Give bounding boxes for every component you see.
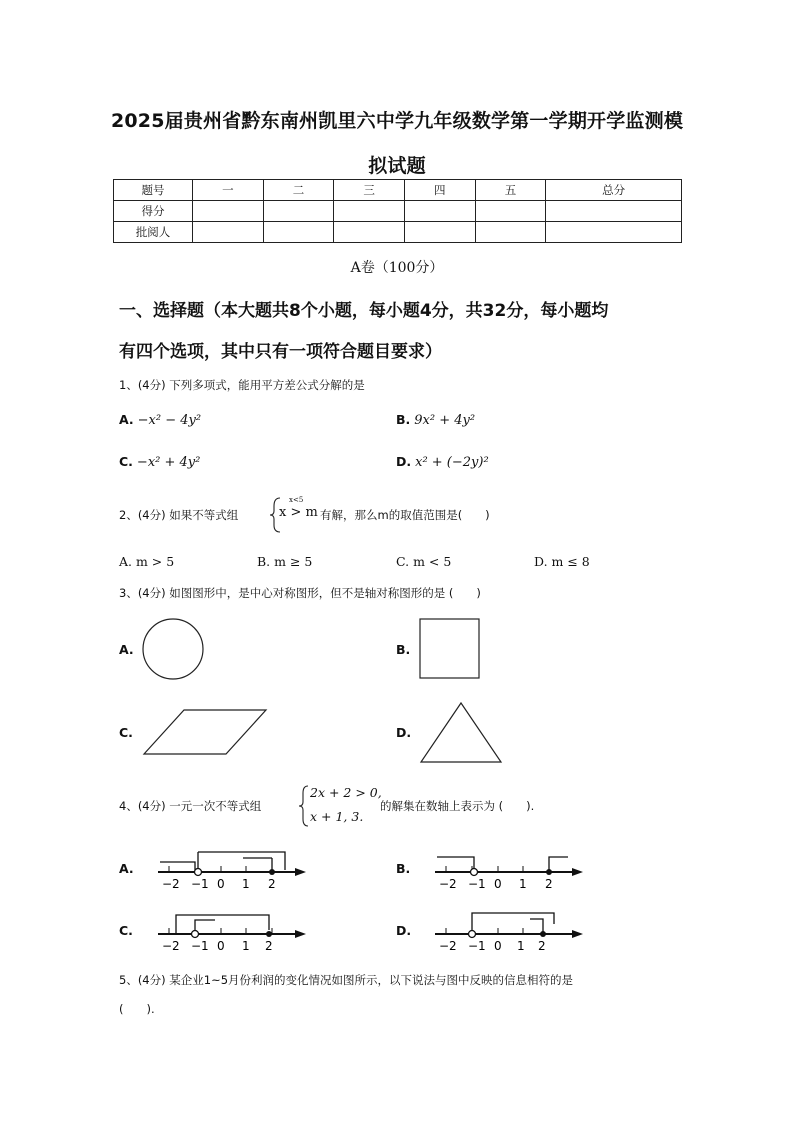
q4-suffix: 的解集在数轴上表示为 ( ). xyxy=(380,799,535,813)
grader-cell[interactable] xyxy=(193,222,264,243)
q1-option-d[interactable] xyxy=(396,454,489,470)
grader-cell[interactable] xyxy=(334,222,405,243)
q4-option-a-label[interactable]: A. xyxy=(119,861,134,876)
tick-label: −2 xyxy=(162,877,180,891)
square-shape xyxy=(420,619,479,678)
tick-label: 1 xyxy=(519,877,527,891)
tick-label: −2 xyxy=(439,877,457,891)
q1-option-c[interactable] xyxy=(119,454,200,470)
q2-prefix: 2、(4分) 如果不等式组 xyxy=(119,508,239,522)
tick-label: −1 xyxy=(191,939,209,953)
table-row xyxy=(114,222,682,243)
tick-label: −2 xyxy=(162,939,180,953)
q4-option-c-label[interactable]: C. xyxy=(119,923,133,938)
table-header-cell: 四 xyxy=(404,180,475,201)
q3-triangle-figure xyxy=(419,700,505,766)
score-cell[interactable] xyxy=(193,201,264,222)
option-expr: −x² − 4y² xyxy=(137,413,202,428)
table-header-cell: 题号 xyxy=(114,180,193,201)
q4-option-b-numberline xyxy=(432,848,584,892)
grader-cell[interactable] xyxy=(475,222,546,243)
q4-prefix: 4、(4分) 一元一次不等式组 xyxy=(119,799,262,813)
option-label: A. xyxy=(119,412,134,427)
q4-option-d-numberline xyxy=(432,910,584,954)
table-header-cell: 三 xyxy=(334,180,405,201)
q3-stem: 3、(4分) 如图图形中，是中心对称图形，但不是轴对称图形的是 ( ) xyxy=(119,586,481,600)
tick-label: −2 xyxy=(439,939,457,953)
tick-label: 1 xyxy=(242,939,250,953)
q2-suffix: 有解，那么m的取值范围是( ) xyxy=(320,508,490,522)
q1-option-b[interactable] xyxy=(396,412,475,428)
tick-label: 0 xyxy=(217,939,225,953)
table-row-label: 批阅人 xyxy=(114,222,193,243)
q4-ineq1: 2x + 2 > 0, xyxy=(310,785,382,800)
score-table xyxy=(113,179,682,243)
tick-label: 2 xyxy=(268,877,276,891)
table-header-cell: 二 xyxy=(263,180,334,201)
tick-label: 0 xyxy=(494,939,502,953)
option-label: C. xyxy=(119,454,133,469)
tick-label: 2 xyxy=(545,877,553,891)
q2-system-main: x > m xyxy=(279,505,318,520)
tick-label: 2 xyxy=(538,939,546,953)
option-label: D. xyxy=(396,454,412,469)
part1-heading-line2: 有四个选项，其中只有一项符合题目要求） xyxy=(119,342,442,362)
section-a-heading: A卷（100分） xyxy=(350,260,444,276)
q1-stem: 1、(4分) 下列多项式，能用平方差公式分解的是 xyxy=(119,378,365,392)
grader-cell[interactable] xyxy=(546,222,682,243)
tick-label: −1 xyxy=(191,877,209,891)
score-cell[interactable] xyxy=(546,201,682,222)
grader-cell[interactable] xyxy=(404,222,475,243)
score-cell[interactable] xyxy=(334,201,405,222)
circle-shape xyxy=(143,619,203,679)
score-cell[interactable] xyxy=(404,201,475,222)
q3-option-b-label[interactable]: B. xyxy=(396,642,411,657)
tick-label: 0 xyxy=(494,877,502,891)
q1-option-a[interactable] xyxy=(119,412,201,428)
q4-option-b-label[interactable]: B. xyxy=(396,861,411,876)
part1-heading-line1: 一、选择题（本大题共8个小题，每小题4分，共32分，每小题均 xyxy=(119,301,609,321)
q4-option-d-label[interactable]: D. xyxy=(396,923,412,938)
q2-system-top: x<5 xyxy=(289,496,304,504)
triangle-shape xyxy=(421,703,501,762)
table-header-cell: 一 xyxy=(193,180,264,201)
q5-stem-line2: ( ). xyxy=(119,1002,155,1016)
tick-label: 0 xyxy=(217,877,225,891)
q3-square-figure xyxy=(418,617,482,681)
q4-option-c-numberline xyxy=(155,910,307,954)
tick-label: 2 xyxy=(265,939,273,953)
score-cell[interactable] xyxy=(475,201,546,222)
table-row xyxy=(114,180,682,201)
q4-option-a-numberline xyxy=(155,848,307,892)
q3-circle-figure xyxy=(141,616,207,682)
tick-label: 1 xyxy=(517,939,525,953)
tick-label: 1 xyxy=(242,877,250,891)
table-row-label: 得分 xyxy=(114,201,193,222)
option-label: B. xyxy=(396,412,411,427)
q3-option-c-label[interactable]: C. xyxy=(119,725,133,740)
q2-option-c[interactable]: C. m < 5 xyxy=(396,554,452,569)
exam-title-line2: 拟试题 xyxy=(368,155,426,177)
option-expr: −x² + 4y² xyxy=(136,455,201,470)
q2-option-b[interactable]: B. m ≥ 5 xyxy=(257,554,313,569)
q2-option-d[interactable]: D. m ≤ 8 xyxy=(534,554,590,569)
table-header-cell: 总分 xyxy=(546,180,682,201)
option-expr: 9x² + 4y² xyxy=(414,413,476,428)
option-expr: x² + (−2y)² xyxy=(415,455,489,470)
q5-stem-line1: 5、(4分) 某企业1~5月份利润的变化情况如图所示，以下说法与图中反映的信息相符的是 xyxy=(119,973,574,987)
q3-parallelogram-figure xyxy=(142,707,270,757)
grader-cell[interactable] xyxy=(263,222,334,243)
q4-ineq2: x + 1, 3. xyxy=(310,809,364,824)
tick-label: −1 xyxy=(468,877,486,891)
table-row xyxy=(114,201,682,222)
exam-title-line1: 2025届贵州省黔东南州凯里六中学九年级数学第一学期开学监测模 xyxy=(110,110,684,132)
q3-option-a-label[interactable]: A. xyxy=(119,642,134,657)
q4-brace xyxy=(298,784,310,828)
q3-option-d-label[interactable]: D. xyxy=(396,725,412,740)
parallelogram-shape xyxy=(144,710,266,754)
q2-option-a[interactable]: A. m > 5 xyxy=(119,554,175,569)
tick-label: −1 xyxy=(468,939,486,953)
table-header-cell: 五 xyxy=(475,180,546,201)
score-cell[interactable] xyxy=(263,201,334,222)
